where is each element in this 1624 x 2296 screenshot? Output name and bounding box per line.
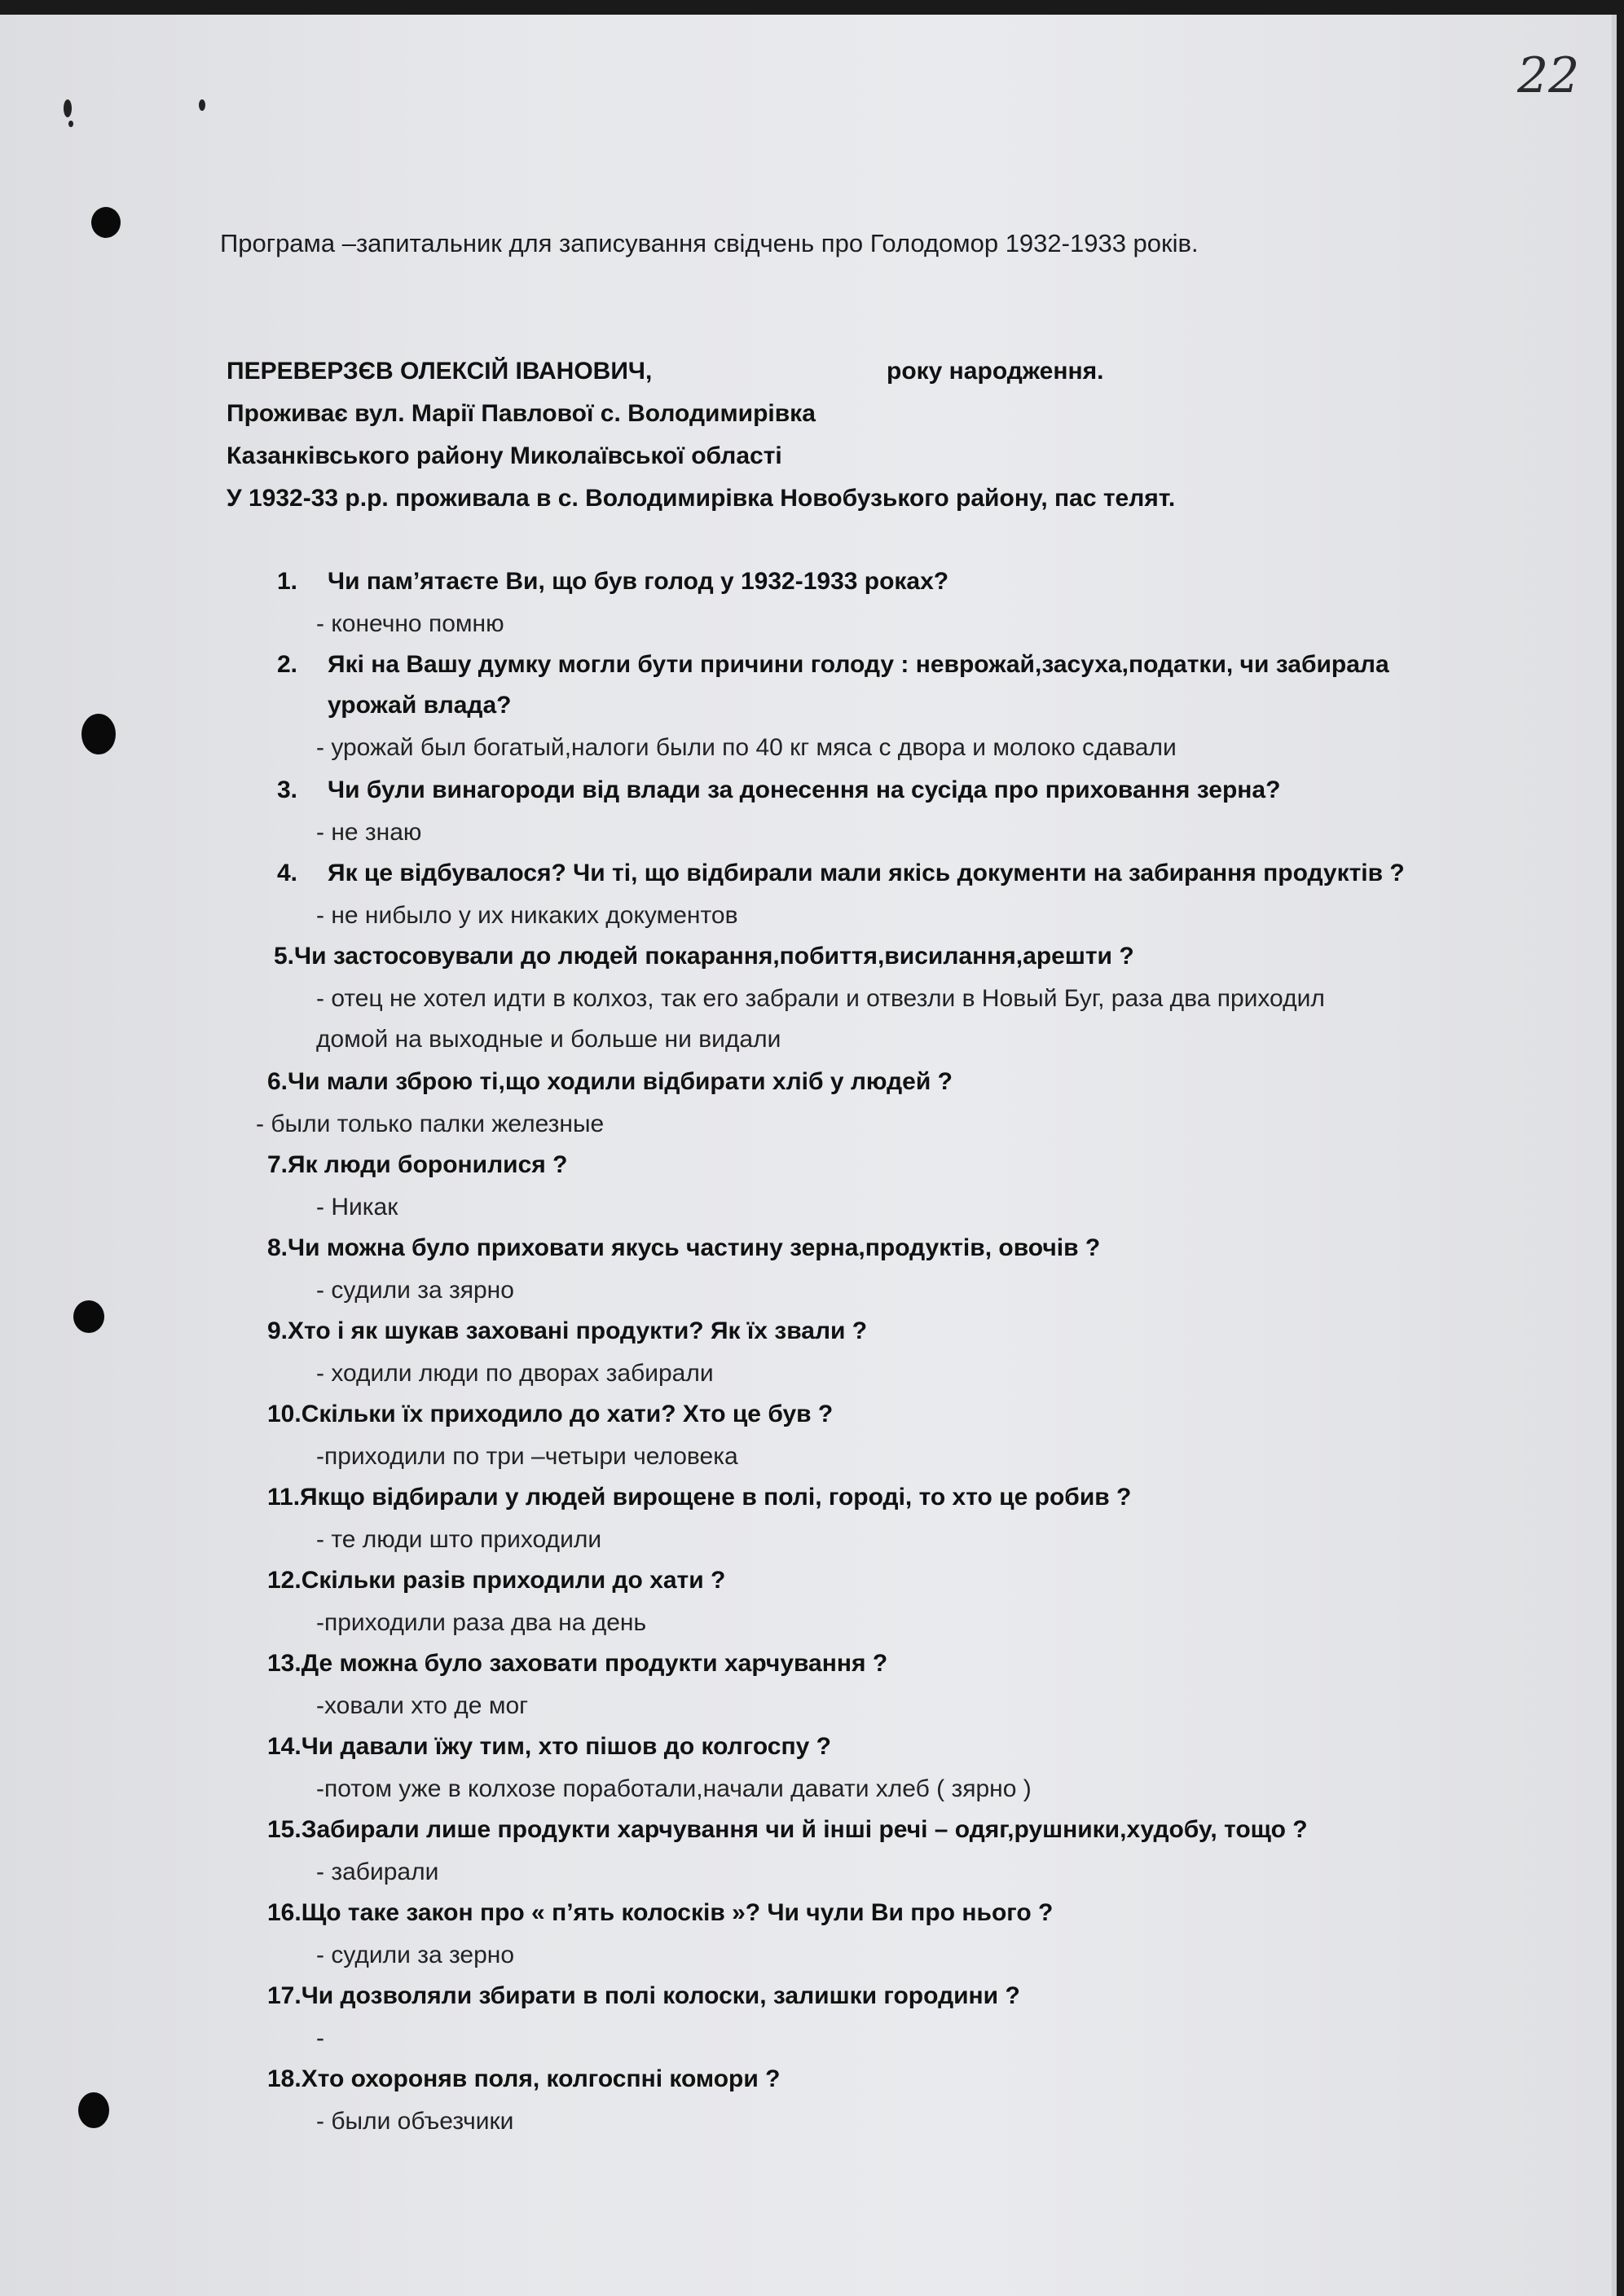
question-text: 9.Хто і як шукав заховані продукти? Як їх звали ?: [267, 1317, 868, 1344]
paper-speck: [199, 99, 205, 111]
residence-1932-line: У 1932-33 р.р. проживала в с. Володимирівка Новобузького району, пас телят.: [227, 485, 1176, 512]
address-line: Проживає вул. Марії Павлової с. Володимирівка: [227, 400, 816, 427]
answer-text-continuation: домой на выходные и больше ни видали: [316, 1026, 781, 1053]
answer-text: - не знаю: [316, 819, 422, 846]
answer-text: - конечно помню: [316, 610, 504, 637]
answer-text: - были объезчики: [316, 2108, 514, 2135]
answer-text: -: [316, 2025, 324, 2052]
question-text-continuation: урожай влада?: [328, 692, 512, 719]
question-text: 5.Чи застосовували до людей покарання,побиття,висилання,арешти ?: [274, 943, 1134, 970]
answer-text: -приходили раза два на день: [316, 1609, 647, 1636]
question-text: 7.Як люди боронилися ?: [267, 1151, 568, 1178]
answer-text: - судили за зярно: [316, 1277, 514, 1304]
answer-text: - Никак: [316, 1194, 398, 1221]
birth-year-label: року народження.: [887, 358, 1104, 385]
punch-hole: [81, 714, 116, 754]
question-text: 12.Скільки разів приходили до хати ?: [267, 1567, 726, 1594]
page-number: 22: [1517, 47, 1580, 104]
questionnaire-title: Програма –запитальник для записування свідчень про Голодомор 1932-1933 років.: [220, 229, 1199, 257]
question-text: 13.Де можна було заховати продукти харчування ?: [267, 1650, 888, 1677]
question-number: 3.: [277, 776, 298, 803]
answer-text: - не нибыло у их никаких документов: [316, 902, 738, 929]
question-text: Як це відбувалося? Чи ті, що відбирали мали якісь документи на забирання продуктів ?: [328, 860, 1405, 886]
answer-text: - были только палки железные: [256, 1111, 605, 1137]
answer-text: - судили за зерно: [316, 1942, 515, 1968]
answer-text: -ховали хто де мог: [316, 1692, 529, 1719]
question-text: Чи були винагороди від влади за донесення на сусіда про приховання зерна?: [328, 776, 1281, 803]
answer-text: -приходили по три –четыри человека: [316, 1443, 738, 1470]
answer-text: - забирали: [316, 1858, 439, 1885]
punch-hole: [91, 207, 121, 238]
question-text: 18.Хто охороняв поля, колгоспні комори ?: [267, 2065, 781, 2092]
answer-text: -потом уже в колхозе поработали,начали давати хлеб ( зярно ): [316, 1775, 1032, 1802]
answer-text: - те люди што приходили: [316, 1526, 602, 1553]
question-number: 1.: [277, 568, 298, 595]
document-page: [0, 15, 1617, 2296]
question-text: Чи пам’ятаєте Ви, що був голод у 1932-1933 роках?: [328, 568, 949, 595]
question-text: 17.Чи дозволяли збирати в полі колоски, залишки городини ?: [267, 1982, 1020, 2009]
question-text: 14.Чи давали їжу тим, хто пішов до колгоспу ?: [267, 1733, 831, 1760]
answer-text: - урожай был богатый,налоги были по 40 кг мяса с двора и молоко сдавали: [316, 734, 1177, 761]
punch-hole: [78, 2092, 109, 2128]
question-number: 4.: [277, 860, 298, 886]
question-text: 11.Якщо відбирали у людей вирощене в полі, городі, то хто це робив ?: [267, 1484, 1132, 1511]
district-line: Казанківського району Миколаївської області: [227, 442, 782, 469]
question-text: 6.Чи мали зброю ті,що ходили відбирати хліб у людей ?: [267, 1068, 953, 1095]
paper-speck: [64, 99, 72, 117]
question-text: 16.Що таке закон про « п’ять колосків »? Чи чули Ви про нього ?: [267, 1899, 1054, 1926]
respondent-name: ПЕРЕВЕРЗЄВ ОЛЕКСІЙ ІВАНОВИЧ,: [227, 358, 653, 385]
punch-hole: [73, 1300, 104, 1333]
question-text: Які на Вашу думку могли бути причини голоду : неврожай,засуха,податки, чи забирала: [328, 651, 1389, 678]
paper-speck: [68, 121, 73, 127]
question-text: 15.Забирали лише продукти харчування чи й інші речі – одяг,рушники,худобу, тощо ?: [267, 1816, 1308, 1843]
question-text: 10.Скільки їх приходило до хати? Хто це був ?: [267, 1401, 834, 1427]
question-text: 8.Чи можна було приховати якусь частину зерна,продуктів, овочів ?: [267, 1234, 1101, 1261]
answer-text: - отец не хотел идти в колхоз, так его забрали и отвезли в Новый Буг, раза два приходил: [316, 985, 1325, 1012]
answer-text: - ходили люди по дворах забирали: [316, 1360, 714, 1387]
question-number: 2.: [277, 651, 298, 678]
